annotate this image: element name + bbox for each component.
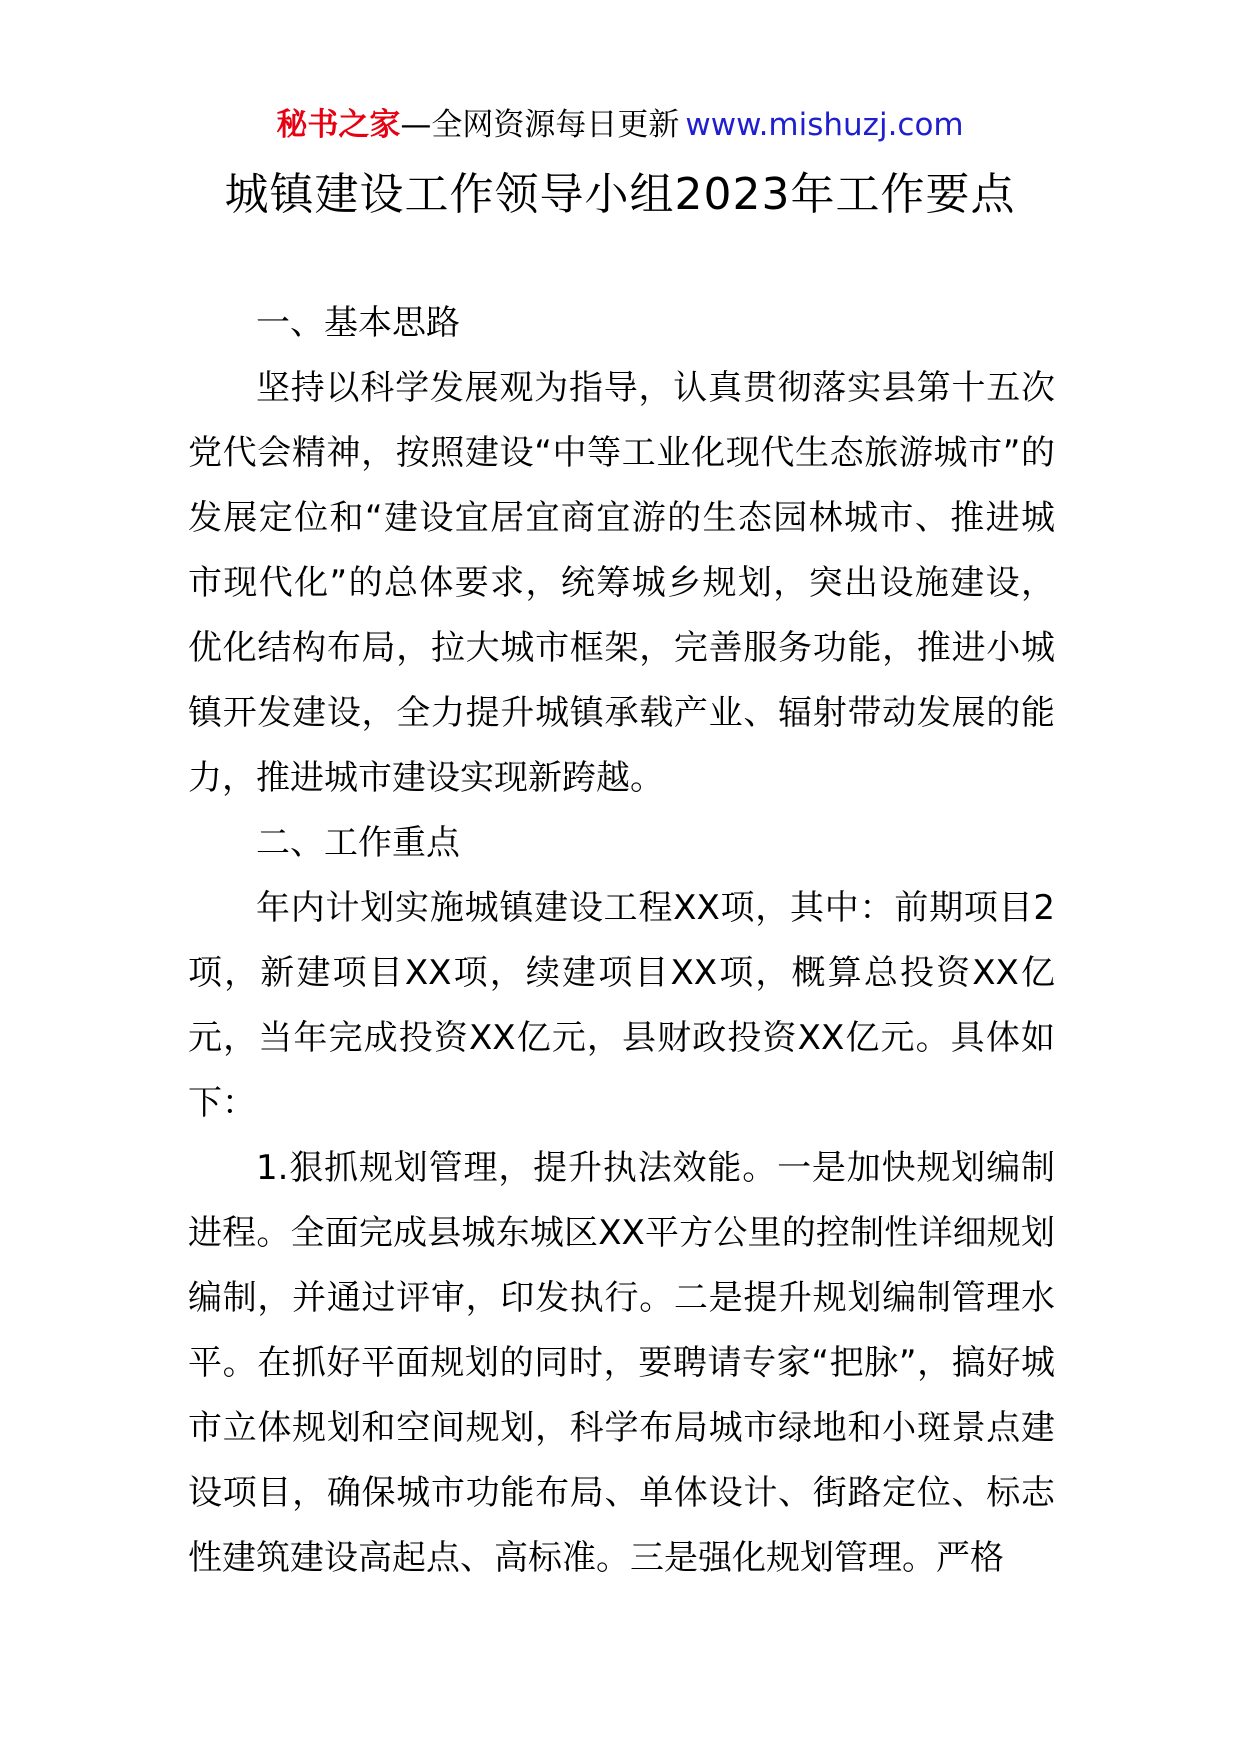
header-brand: 秘书之家 [276,107,401,143]
document-title: 城镇建设工作领导小组2023年工作要点 [224,169,1016,220]
section-heading-basic-ideas: 一、基本思路 [256,303,460,343]
paragraph-annual-plan: 年内计划实施城镇建设工程XX项，其中：前期项目2项，新建项目XX项，续建项目XX项，概算总投资XX亿元，当年完成投资XX亿元，县财政投资XX亿元。具体如下： [188,888,1055,1123]
site-header [0,100,1240,150]
header-slogan: —全网资源每日更新 [400,107,680,143]
paragraph-basic-ideas: 坚持以科学发展观为指导，认真贯彻落实县第十五次党代会精神，按照建设“中等工业化现代生态旅游城市”的发展定位和“建设宜居宜商宜游的生态园林城市、推进城市现代化”的总体要求，统筹城乡规划，突出设施建设，优化结构布局，拉大城市框架，完善服务功能，推进小城镇开发建设，全力提升城镇承载产业、辐射带动发展的能力，推进城市建设实现新跨越。 [188,368,1055,798]
header-url-link[interactable]: www.mishuzj.com [685,107,964,143]
section-heading-work-focus: 二、工作重点 [256,823,460,863]
document-body [188,291,1055,1591]
paragraph-planning-management: 1.狠抓规划管理，提升执法效能。一是加快规划编制进程。全面完成县城东城区XX平方公里的控制性详细规划编制，并通过评审，印发执行。二是提升规划编制管理水平。在抓好平面规划的同时，要聘请专家“把脉”，搞好城市立体规划和空间规划，科学布局城市绿地和小斑景点建设项目，确保城市功能布局、单体设计、街路定位、标志性建筑建设高起点、高标准。三是强化规划管理。严格 [188,1148,1055,1578]
